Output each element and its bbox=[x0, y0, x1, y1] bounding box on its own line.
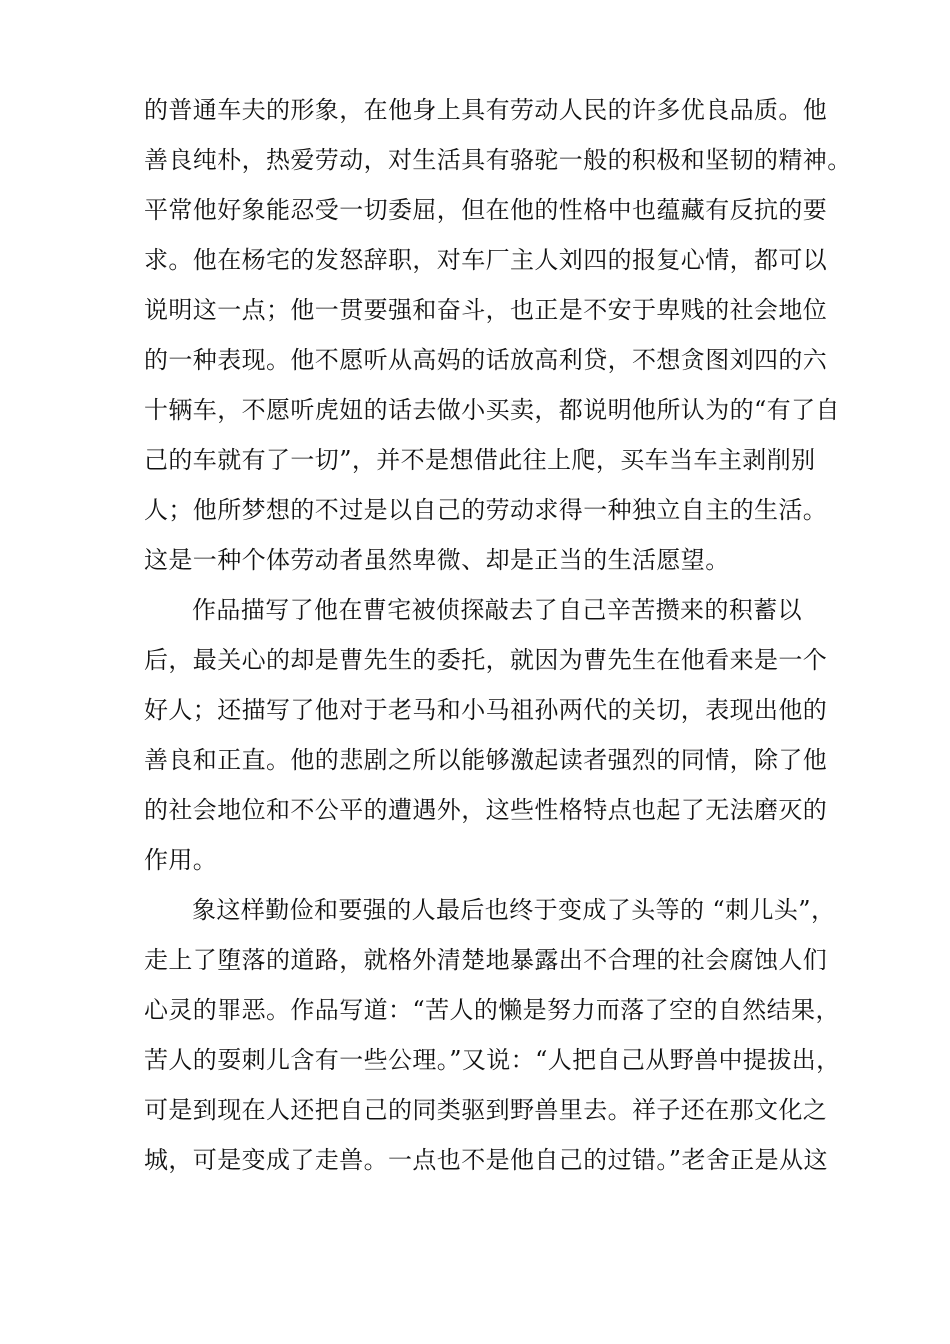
text-line: 求。他在杨宅的发怒辞职，对车厂主人刘四的报复心情，都可以 bbox=[144, 246, 828, 274]
text-line: 这是一种个体劳动者虽然卑微、却是正当的生活愿望。 bbox=[144, 546, 730, 574]
text-line: 后，最关心的却是曹先生的委托，就因为曹先生在他看来是一个 bbox=[144, 646, 828, 674]
text-line: 己的车就有了一切”，并不是想借此往上爬，买车当车主剥削别 bbox=[144, 446, 816, 474]
text-line: 的普通车夫的形象，在他身上具有劳动人民的许多优良品质。他 bbox=[144, 96, 828, 124]
text-line: 可是到现在人还把自己的同类驱到野兽里去。祥子还在那文化之 bbox=[144, 1096, 828, 1124]
text-line: 人；他所梦想的不过是以自己的劳动求得一种独立自主的生活。 bbox=[144, 496, 828, 524]
text-line: 走上了堕落的道路，就格外清楚地暴露出不合理的社会腐蚀人们 bbox=[144, 946, 828, 974]
text-line: 十辆车，不愿听虎妞的话去做小买卖，都说明他所认为的“有了自 bbox=[144, 396, 840, 424]
text-line: 的社会地位和不公平的遭遇外，这些性格特点也起了无法磨灭的 bbox=[144, 796, 828, 824]
text-line: 城，可是变成了走兽。一点也不是他自己的过错。”老舍正是从这 bbox=[144, 1146, 828, 1174]
paragraph-first-line: 象这样勤俭和要强的人最后也终于变成了头等的 “刺儿头”， bbox=[192, 896, 836, 924]
text-line: 苦人的耍刺儿含有一些公理。”又说：“人把自己从野兽中提拔出， bbox=[144, 1046, 841, 1074]
text-line: 说明这一点；他一贯要强和奋斗，也正是不安于卑贱的社会地位 bbox=[144, 296, 828, 324]
paragraph-first-line: 作品描写了他在曹宅被侦探敲去了自己辛苦攒来的积蓄以 bbox=[192, 596, 802, 624]
text-line: 心灵的罪恶。作品写道：“苦人的懒是努力而落了空的自然结果， bbox=[144, 996, 840, 1024]
text-line: 善良和正直。他的悲剧之所以能够激起读者强烈的同情，除了他 bbox=[144, 746, 828, 774]
text-line: 作用。 bbox=[144, 846, 218, 874]
text-line: 善良纯朴，热爱劳动，对生活具有骆驼一般的积极和坚韧的精神。 bbox=[144, 146, 852, 174]
text-line: 好人；还描写了他对于老马和小马祖孙两代的关切，表现出他的 bbox=[144, 696, 828, 724]
text-line: 的一种表现。他不愿听从高妈的话放高利贷，不想贪图刘四的六 bbox=[144, 346, 828, 374]
text-line: 平常他好象能忍受一切委屈，但在他的性格中也蕴藏有反抗的要 bbox=[144, 196, 828, 224]
